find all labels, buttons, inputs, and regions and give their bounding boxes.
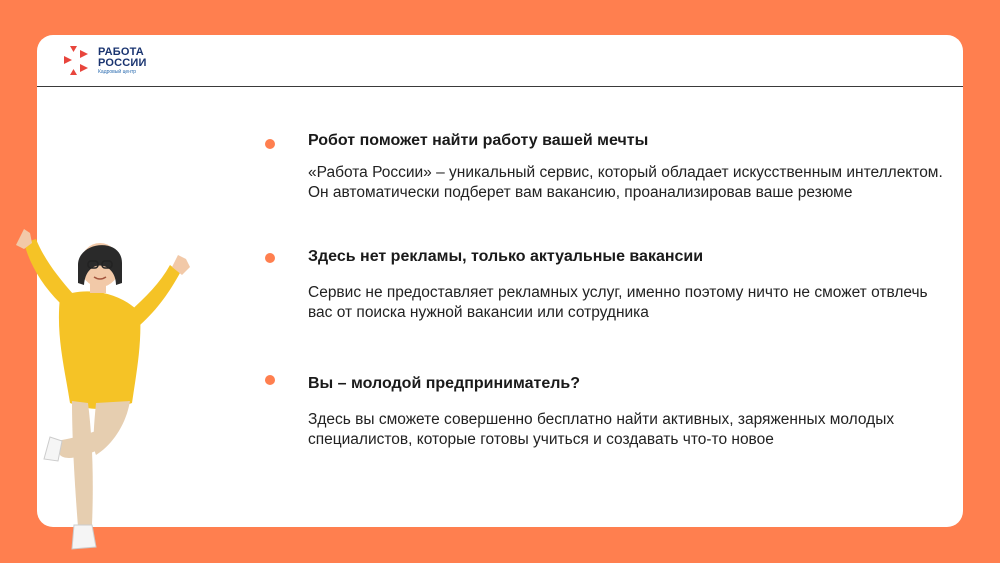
bullet-dot-icon — [265, 375, 275, 385]
feature-description: Здесь вы сможете совершенно бесплатно найти активных, заряженных молодых специалистов, которые готовы учиться и создавать что-то новое — [308, 411, 895, 448]
feature-description: «Работа России» – уникальный сервис, который обладает искусственным интеллектом. Он автоматически подберет вам вакансию, проанализировав ваше резюме — [308, 164, 943, 201]
logo[interactable] — [62, 44, 147, 78]
logo-subtitle: Кадровый центр — [98, 69, 137, 75]
logo-title-line1: РАБОТА — [98, 46, 144, 58]
header-divider — [37, 86, 963, 87]
rabota-rossii-logo-icon — [62, 44, 92, 78]
feature-title: Вы – молодой предприниматель? — [308, 375, 581, 392]
feature-description: Сервис не предоставляет рекламных услуг, именно поэтому ничто не сможет отвлечь вас от поиска нужной вакансии или сотрудника — [308, 284, 928, 321]
logo-title-line2: РОССИИ — [98, 57, 147, 69]
feature-title: Робот поможет найти работу вашей мечты — [308, 132, 649, 149]
feature-title: Здесь нет рекламы, только актуальные вакансии — [308, 248, 704, 265]
happy-woman-illustration — [0, 225, 215, 563]
bullet-dot-icon — [265, 253, 275, 263]
bullet-dot-icon — [265, 139, 275, 149]
